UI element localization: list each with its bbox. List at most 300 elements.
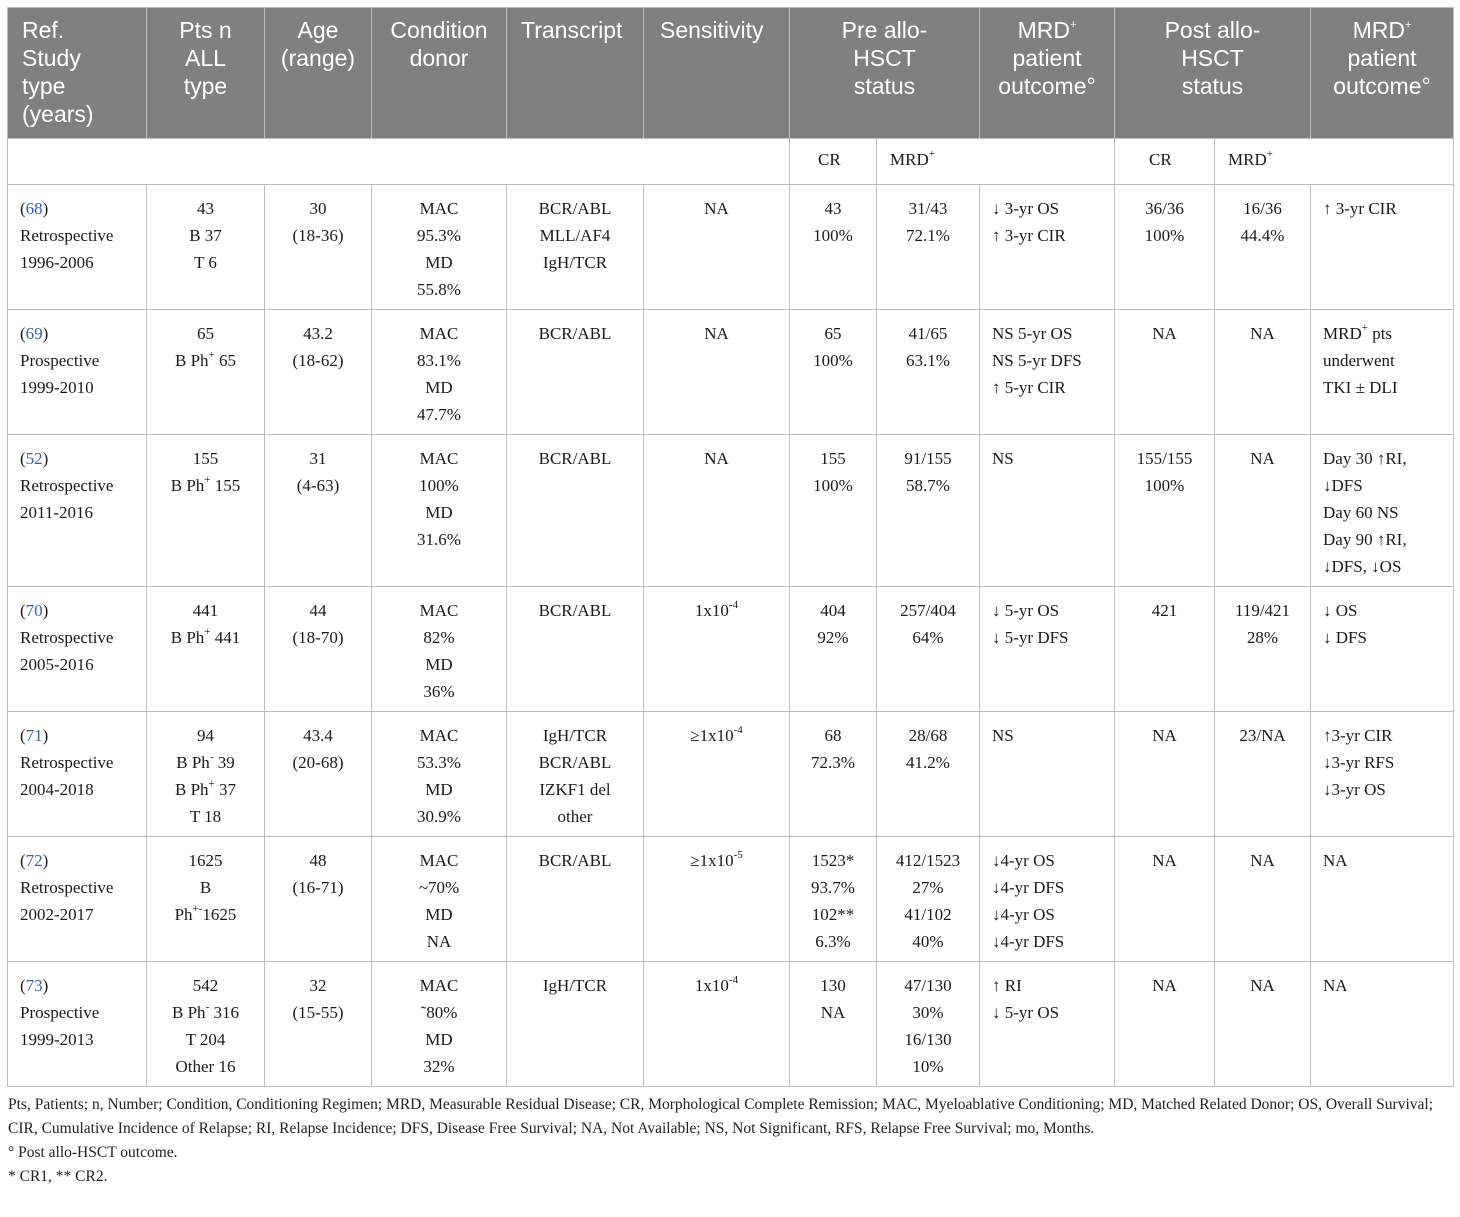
- cell-line: BCR/ABL: [538, 324, 612, 343]
- cell-transcript: [507, 587, 644, 712]
- cell-line: NA: [1152, 726, 1177, 745]
- cell-condition: [372, 310, 507, 435]
- cell-post-outcome: [1311, 587, 1454, 712]
- subheader-blank: [8, 139, 790, 185]
- cell-sensitivity: [644, 587, 790, 712]
- cell-post-cr: [1115, 837, 1215, 962]
- cell-line: ↑ 5-yr CIR: [992, 378, 1066, 397]
- cell-line: (15-55): [292, 1003, 344, 1022]
- cell-line: MRD+ pts: [1323, 322, 1393, 343]
- cell-ref-study: [8, 310, 147, 435]
- cell-line: $1x10^{-4}$: [694, 599, 739, 620]
- cell-line: 91/155: [904, 449, 952, 468]
- cell-line: B Ph+ 37: [174, 778, 237, 799]
- cell-pre-mrd: [877, 185, 980, 310]
- cell-age: [265, 712, 372, 837]
- cell-line: 31.6%: [417, 530, 461, 549]
- footnote-cr: * CR1, ** CR2.: [8, 1168, 108, 1185]
- subheader-post-mrd: MRD+: [1215, 139, 1454, 185]
- cell-line: 16/130: [904, 1030, 952, 1049]
- cell-line: 30: [309, 199, 327, 218]
- cell-line: 155: [820, 449, 846, 468]
- cell-transcript: [507, 435, 644, 587]
- cell-line: 41/65: [908, 324, 948, 343]
- cell-line: (4-63): [296, 476, 340, 495]
- footnote-outcome: ° Post allo-HSCT outcome.: [8, 1144, 178, 1161]
- cell-age: [265, 962, 372, 1087]
- cell-line: MD: [425, 503, 453, 522]
- cell-post-mrd: [1215, 185, 1311, 310]
- cell-line: 44.4%: [1240, 226, 1285, 245]
- cell-line: ↓ DFS: [1323, 628, 1367, 647]
- cell-line: (68): [20, 199, 49, 218]
- cell-line: B Ph+ 65: [174, 349, 237, 370]
- cell-line: ~70%: [418, 878, 460, 897]
- cell-line: (69): [20, 324, 49, 343]
- header-condition: [372, 8, 507, 139]
- table-row: [8, 435, 1454, 587]
- table-row: [8, 310, 1454, 435]
- header-line: Transcript: [521, 17, 623, 43]
- cell-line: 1523*: [811, 851, 855, 870]
- cell-pre-mrd: [877, 435, 980, 587]
- cell-line: 441: [192, 601, 219, 620]
- header-line: type: [22, 73, 66, 99]
- cell-post-cr: [1115, 712, 1215, 837]
- cell-line: 65: [824, 324, 842, 343]
- header-transcript: [507, 8, 644, 139]
- header-line: patient: [1347, 45, 1417, 71]
- cell-line: 100%: [813, 351, 853, 370]
- cell-line: B Ph+ 441: [170, 626, 241, 647]
- cell-post-outcome: [1311, 712, 1454, 837]
- cell-line: (71): [20, 726, 49, 745]
- cell-line: 100%: [813, 476, 853, 495]
- cell-line: 2011-2016: [20, 503, 94, 522]
- cell-line: $1x10^{-4}$: [694, 974, 739, 995]
- cell-line: NA: [1152, 976, 1177, 995]
- cell-condition: [372, 837, 507, 962]
- cell-line: TKI ± DLI: [1323, 378, 1398, 397]
- cell-line: 72.1%: [906, 226, 950, 245]
- cell-line: MLL/AF4: [539, 226, 611, 245]
- header-line: donor: [409, 45, 469, 71]
- reference-link[interactable]: 69: [25, 324, 43, 343]
- cell-post-cr: [1115, 587, 1215, 712]
- cell-line: 31: [309, 449, 327, 468]
- cell-line: ↑ 3-yr CIR: [1323, 199, 1397, 218]
- cell-line: IgH/TCR: [542, 976, 608, 995]
- cell-pre-cr: [790, 185, 877, 310]
- header-sensitivity: [644, 8, 790, 139]
- cell-line: Retrospective: [20, 628, 114, 647]
- cell-line: (18-62): [292, 351, 344, 370]
- cell-line: 48: [309, 851, 327, 870]
- cell-post-cr: [1115, 310, 1215, 435]
- subheader-post-cr: CR: [1115, 139, 1215, 185]
- cell-line: ↓4-yr DFS: [992, 878, 1065, 897]
- cell-line: T 6: [194, 253, 217, 272]
- cell-line: 27%: [912, 878, 944, 897]
- header-line: MRD+: [1017, 17, 1077, 43]
- cell-post-cr: [1115, 435, 1215, 587]
- cell-line: 404: [820, 601, 846, 620]
- header-line: outcome°: [998, 73, 1096, 99]
- cell-condition: [372, 587, 507, 712]
- cell-line: NS 5-yr DFS: [992, 351, 1082, 370]
- header-line: (range): [280, 45, 356, 71]
- cell-line: 32%: [423, 1057, 455, 1076]
- cell-line: $\ge 1x10^{-4}$: [690, 724, 743, 745]
- cell-line: NS: [992, 449, 1014, 468]
- header-line: Pts n: [179, 17, 232, 43]
- cell-condition: [372, 962, 507, 1087]
- header-line: Age: [297, 17, 339, 43]
- cell-line: ↓3-yr OS: [1323, 780, 1386, 799]
- footnote-abbreviations: Pts, Patients; n, Number; Condition, Conditioning Regimen; MRD, Measurable Residual Disease; CR, Morphological Complete Remission; MAC, Myeloablative Conditioning; MD, Matched Related Donor; OS, Overall Survival; CIR, Cumulative Incidence of Relapse; RI, Relapse Incidence; DFS, Disease Free Survival; NA, Not Available; NS, Not Significant, RFS, Relapse Free Survival; mo, Months.: [8, 1096, 1434, 1137]
- cell-line: ↓DFS, ↓OS: [1323, 557, 1402, 576]
- cell-pre-outcome: [980, 435, 1115, 587]
- cell-line: NS 5-yr OS: [992, 324, 1073, 343]
- cell-line: 30%: [912, 1003, 944, 1022]
- cell-line: Retrospective: [20, 226, 114, 245]
- cell-line: IZKF1 del: [539, 780, 611, 799]
- header-line: Ref.: [22, 17, 65, 43]
- cell-patients: [147, 185, 265, 310]
- cell-line: 43.4: [303, 726, 333, 745]
- cell-line: MAC: [419, 851, 459, 870]
- reference-link[interactable]: 73: [25, 976, 43, 995]
- cell-ref-study: [8, 837, 147, 962]
- cell-line: BCR/ABL: [538, 449, 612, 468]
- cell-line: NA: [1250, 449, 1275, 468]
- cell-line: Day 60 NS: [1323, 503, 1399, 522]
- cell-line: Ph+-1625: [174, 903, 237, 924]
- reference-link[interactable]: 68: [25, 199, 43, 218]
- cell-line: MAC: [419, 199, 459, 218]
- reference-link[interactable]: 71: [25, 726, 43, 745]
- cell-patients: [147, 712, 265, 837]
- cell-line: 100%: [813, 226, 853, 245]
- cell-post-outcome: [1311, 435, 1454, 587]
- cell-condition: [372, 712, 507, 837]
- cell-line: (20-68): [292, 753, 344, 772]
- cell-post-outcome: [1311, 185, 1454, 310]
- cell-line: 28%: [1246, 628, 1279, 647]
- header-line: Post allo-: [1164, 17, 1261, 43]
- cell-line: T 18: [189, 807, 222, 826]
- cell-pre-outcome: [980, 185, 1115, 310]
- header-line: HSCT: [1181, 45, 1244, 71]
- cell-line: ↓ 5-yr DFS: [992, 628, 1069, 647]
- subheader-pre-cr: CR: [790, 139, 877, 185]
- cell-pre-outcome: [980, 712, 1115, 837]
- cell-condition: [372, 185, 507, 310]
- cell-line: MAC: [419, 726, 459, 745]
- cell-line: 1625: [188, 851, 223, 870]
- cell-sensitivity: [644, 837, 790, 962]
- cell-line: Prospective: [20, 351, 100, 370]
- cell-post-cr: [1115, 962, 1215, 1087]
- cell-post-mrd: [1215, 712, 1311, 837]
- cell-post-outcome: [1311, 962, 1454, 1087]
- cell-line: IgH/TCR: [542, 253, 608, 272]
- header-row: [8, 8, 1454, 139]
- header-line: Sensitivity: [660, 17, 764, 43]
- cell-line: 47/130: [904, 976, 952, 995]
- cell-line: 63.1%: [906, 351, 950, 370]
- cell-line: 30.9%: [417, 807, 461, 826]
- cell-line: 10%: [912, 1057, 944, 1076]
- cell-line: 65: [197, 324, 214, 343]
- cell-transcript: [507, 712, 644, 837]
- cell-pre-outcome: [980, 310, 1115, 435]
- cell-ref-study: [8, 587, 147, 712]
- table-row: [8, 712, 1454, 837]
- cell-line: 1996-2006: [20, 253, 94, 272]
- cell-post-outcome: [1311, 310, 1454, 435]
- cell-line: other: [557, 807, 593, 826]
- cell-line: Retrospective: [20, 753, 114, 772]
- cell-line: NA: [1152, 851, 1177, 870]
- cell-line: Day 90 ↑RI,: [1323, 530, 1407, 549]
- cell-line: 43.2: [303, 324, 333, 343]
- cell-line: T 204: [185, 1030, 226, 1049]
- cell-line: NA: [1250, 851, 1275, 870]
- cell-line: ˜80%: [420, 1003, 458, 1022]
- cell-line: Other 16: [175, 1057, 236, 1076]
- cell-post-cr: [1115, 185, 1215, 310]
- cell-line: 43: [824, 199, 842, 218]
- cell-line: ↓4-yr OS: [992, 851, 1055, 870]
- table-container: [7, 7, 1453, 1189]
- cell-line: 40%: [912, 932, 944, 951]
- cell-line: (70): [20, 601, 49, 620]
- cell-pre-mrd: [877, 837, 980, 962]
- header-line: ALL: [185, 45, 226, 71]
- cell-line: ↓DFS: [1323, 476, 1363, 495]
- table-row: [8, 587, 1454, 712]
- cell-line: MAC: [419, 601, 459, 620]
- header-age: [265, 8, 372, 139]
- cell-line: (18-36): [292, 226, 344, 245]
- cell-line: 31/43: [908, 199, 948, 218]
- cell-line: NA: [704, 324, 729, 343]
- cell-line: $\ge 1x10^{-5}$: [690, 849, 743, 870]
- cell-patients: [147, 962, 265, 1087]
- cell-line: BCR/ABL: [538, 851, 612, 870]
- header-line: status: [1181, 73, 1244, 99]
- cell-ref-study: [8, 435, 147, 587]
- cell-line: 102**: [811, 905, 855, 924]
- cell-line: 100%: [1144, 476, 1185, 495]
- cell-line: 1999-2010: [20, 378, 94, 397]
- cell-line: 41.2%: [906, 753, 950, 772]
- header-line: Study: [22, 45, 81, 71]
- cell-line: 53.3%: [417, 753, 461, 772]
- cell-line: NA: [1323, 851, 1348, 870]
- cell-line: MD: [425, 655, 453, 674]
- cell-line: BCR/ABL: [538, 753, 612, 772]
- cell-line: (72): [20, 851, 49, 870]
- cell-pre-cr: [790, 310, 877, 435]
- cell-line: 72.3%: [811, 753, 855, 772]
- cell-line: 100%: [419, 476, 459, 495]
- cell-line: ↑ RI: [992, 976, 1022, 995]
- header-line: HSCT: [853, 45, 916, 71]
- cell-line: (18-70): [292, 628, 344, 647]
- cell-line: 36/36: [1145, 199, 1184, 218]
- table-row: [8, 962, 1454, 1087]
- cell-line: B Ph- 316: [172, 1001, 239, 1022]
- cell-line: ↑3-yr CIR: [1323, 726, 1393, 745]
- cell-line: 28/68: [908, 726, 948, 745]
- header-line: patient: [1012, 45, 1082, 71]
- cell-line: MD: [425, 378, 453, 397]
- cell-line: Retrospective: [20, 476, 114, 495]
- cell-line: ↓4-yr OS: [992, 905, 1055, 924]
- cell-sensitivity: [644, 962, 790, 1087]
- cell-line: 542: [192, 976, 219, 995]
- cell-line: 44: [309, 601, 327, 620]
- cell-line: 6.3%: [815, 932, 851, 951]
- header-line: Condition: [390, 17, 488, 43]
- cell-line: NA: [704, 449, 729, 468]
- cell-post-mrd: [1215, 962, 1311, 1087]
- cell-pre-outcome: [980, 962, 1115, 1087]
- cell-condition: [372, 435, 507, 587]
- cell-line: MAC: [419, 976, 459, 995]
- cell-post-mrd: [1215, 837, 1311, 962]
- cell-post-mrd: [1215, 435, 1311, 587]
- cell-line: BCR/ABL: [538, 199, 612, 218]
- cell-ref-study: [8, 712, 147, 837]
- cell-line: NA: [704, 199, 729, 218]
- subheader-pre-mrd: MRD+: [877, 139, 1115, 185]
- cell-line: NA: [1250, 976, 1275, 995]
- cell-sensitivity: [644, 185, 790, 310]
- cell-line: MD: [425, 253, 453, 272]
- cell-line: B Ph- 39: [176, 751, 235, 772]
- reference-link[interactable]: 52: [25, 449, 43, 468]
- cell-line: 32: [309, 976, 327, 995]
- cell-post-mrd: [1215, 587, 1311, 712]
- cell-line: 55.8%: [417, 280, 461, 299]
- cell-line: 36%: [423, 682, 455, 701]
- cell-line: 2004-2018: [20, 780, 94, 799]
- cell-line: B 37: [189, 226, 222, 245]
- cell-line: ↓ 5-yr OS: [992, 1003, 1060, 1022]
- cell-line: ↓3-yr RFS: [1323, 753, 1395, 772]
- cell-line: MD: [425, 905, 453, 924]
- cell-transcript: [507, 185, 644, 310]
- cell-line: 47.7%: [417, 405, 461, 424]
- cell-ref-study: [8, 185, 147, 310]
- table-footnotes: [7, 1093, 1453, 1189]
- cell-post-outcome: [1311, 837, 1454, 962]
- cell-line: 83.1%: [417, 351, 461, 370]
- cell-age: [265, 435, 372, 587]
- mrd-studies-table: [7, 7, 1454, 1087]
- cell-pre-cr: [790, 587, 877, 712]
- header-post-status: [1115, 8, 1311, 139]
- header-pre-status: [790, 8, 980, 139]
- cell-line: 68: [824, 726, 842, 745]
- cell-line: 155/155: [1136, 449, 1193, 468]
- header-line: MRD+: [1352, 17, 1412, 43]
- cell-age: [265, 837, 372, 962]
- cell-pre-mrd: [877, 587, 980, 712]
- header-line: (years): [22, 101, 94, 127]
- cell-line: 1999-2013: [20, 1030, 94, 1049]
- cell-line: NS: [992, 726, 1014, 745]
- cell-line: 2005-2016: [20, 655, 94, 674]
- cell-line: 130: [820, 976, 846, 995]
- cell-pre-cr: [790, 837, 877, 962]
- reference-link[interactable]: 72: [25, 851, 43, 870]
- cell-line: underwent: [1323, 351, 1395, 370]
- header-ref: [8, 8, 147, 139]
- cell-line: 257/404: [900, 601, 956, 620]
- header-mrd-pre-outcome: [980, 8, 1115, 139]
- cell-line: 92%: [817, 628, 849, 647]
- cell-line: Prospective: [20, 1003, 100, 1022]
- header-line: type: [183, 73, 228, 99]
- cell-line: MAC: [419, 324, 459, 343]
- cell-line: ↓4-yr DFS: [992, 932, 1065, 951]
- cell-line: NA: [1152, 324, 1177, 343]
- cell-pre-mrd: [877, 712, 980, 837]
- cell-ref-study: [8, 962, 147, 1087]
- cell-line: 43: [197, 199, 214, 218]
- cell-line: MD: [425, 1030, 453, 1049]
- cell-line: 41/102: [904, 905, 952, 924]
- cell-line: Day 30 ↑RI,: [1323, 449, 1407, 468]
- cell-patients: [147, 435, 265, 587]
- cell-line: B Ph+ 155: [170, 474, 241, 495]
- table-row: [8, 185, 1454, 310]
- reference-link[interactable]: 70: [25, 601, 43, 620]
- cell-line: 95.3%: [417, 226, 461, 245]
- cell-pre-outcome: [980, 837, 1115, 962]
- cell-line: ↑ 3-yr CIR: [992, 226, 1066, 245]
- cell-line: 23/NA: [1239, 726, 1286, 745]
- header-line: Pre allo-: [841, 17, 928, 43]
- cell-patients: [147, 587, 265, 712]
- cell-line: ↓ 5-yr OS: [992, 601, 1060, 620]
- cell-line: 94: [197, 726, 214, 745]
- table-row: [8, 837, 1454, 962]
- cell-line: (73): [20, 976, 49, 995]
- cell-line: B: [199, 878, 212, 897]
- cell-line: NA: [426, 932, 452, 951]
- header-line: outcome°: [1333, 73, 1431, 99]
- cell-line: MAC: [419, 449, 459, 468]
- cell-line: MD: [425, 780, 453, 799]
- cell-pre-outcome: [980, 587, 1115, 712]
- cell-line: ↓ 3-yr OS: [992, 199, 1060, 218]
- cell-line: NA: [820, 1003, 846, 1022]
- cell-line: 16/36: [1243, 199, 1282, 218]
- cell-sensitivity: [644, 435, 790, 587]
- cell-pre-cr: [790, 712, 877, 837]
- cell-line: NA: [1323, 976, 1348, 995]
- cell-transcript: [507, 310, 644, 435]
- cell-patients: [147, 837, 265, 962]
- cell-transcript: [507, 962, 644, 1087]
- cell-pre-mrd: [877, 310, 980, 435]
- cell-line: 100%: [1144, 226, 1185, 245]
